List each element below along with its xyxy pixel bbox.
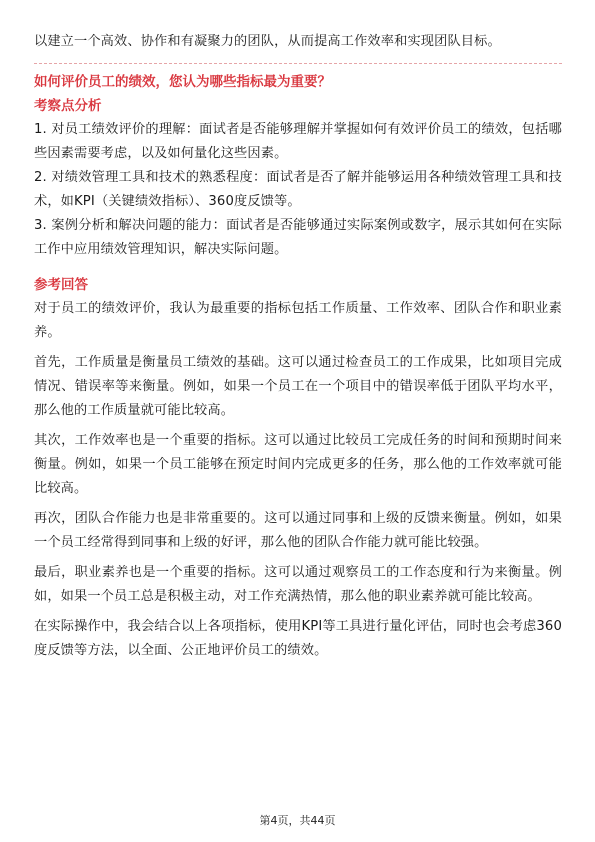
analysis-item-3: 3. 案例分析和解决问题的能力：面试者是否能够通过实际案例或数字，展示其如何在实际工作中应用绩效管理知识，解决实际问题。 bbox=[34, 218, 562, 257]
answer-paragraph: 首先，工作质量是衡量员工绩效的基础。这可以通过检查员工的工作成果，比如项目完成情况、错误率等来衡量。例如，如果一个员工在一个项目中的错误率低于团队平均水平，那么他的工作质量就可能比较高。 bbox=[34, 355, 562, 418]
page-number-footer: 第4页，共44页 bbox=[259, 814, 336, 827]
answer-paragraph: 再次，团队合作能力也是非常重要的。这可以通过同事和上级的反馈来衡量。例如，如果一个员工经常得到同事和上级的好评，那么他的团队合作能力就可能比较强。 bbox=[34, 511, 562, 550]
answer-paragraph: 其次，工作效率也是一个重要的指标。这可以通过比较员工完成任务的时间和预期时间来衡量。例如，如果一个员工能够在预定时间内完成更多的任务，那么他的工作效率就可能比较高。 bbox=[34, 433, 562, 496]
section-divider bbox=[34, 63, 562, 64]
analysis-item-1: 1. 对员工绩效评价的理解：面试者是否能够理解并掌握如何有效评价员工的绩效，包括哪些因素需要考虑，以及如何量化这些因素。 bbox=[34, 122, 562, 161]
analysis-heading: 考察点分析 bbox=[34, 98, 102, 114]
answer-paragraph: 最后，职业素养也是一个重要的指标。这可以通过观察员工的工作态度和行为来衡量。例如，如果一个员工总是积极主动，对工作充满热情，那么他的职业素养就可能比较高。 bbox=[34, 565, 562, 604]
answer-paragraph: 对于员工的绩效评价，我认为最重要的指标包括工作质量、工作效率、团队合作和职业素养。 bbox=[34, 301, 562, 340]
page-content bbox=[34, 30, 562, 663]
intro-paragraph-tail: 以建立一个高效、协作和有凝聚力的团队，从而提高工作效率和实现团队目标。 bbox=[34, 34, 501, 49]
analysis-item-2: 2. 对绩效管理工具和技术的熟悉程度：面试者是否了解并能够运用各种绩效管理工具和技术，如KPI（关键绩效指标）、360度反馈等。 bbox=[34, 170, 562, 209]
question-heading: 如何评价员工的绩效，您认为哪些指标最为重要？ bbox=[34, 74, 331, 90]
answer-heading: 参考回答 bbox=[34, 277, 88, 293]
answer-paragraph: 在实际操作中，我会结合以上各项指标，使用KPI等工具进行量化评估，同时也会考虑360度反馈等方法，以全面、公正地评价员工的绩效。 bbox=[34, 619, 562, 658]
